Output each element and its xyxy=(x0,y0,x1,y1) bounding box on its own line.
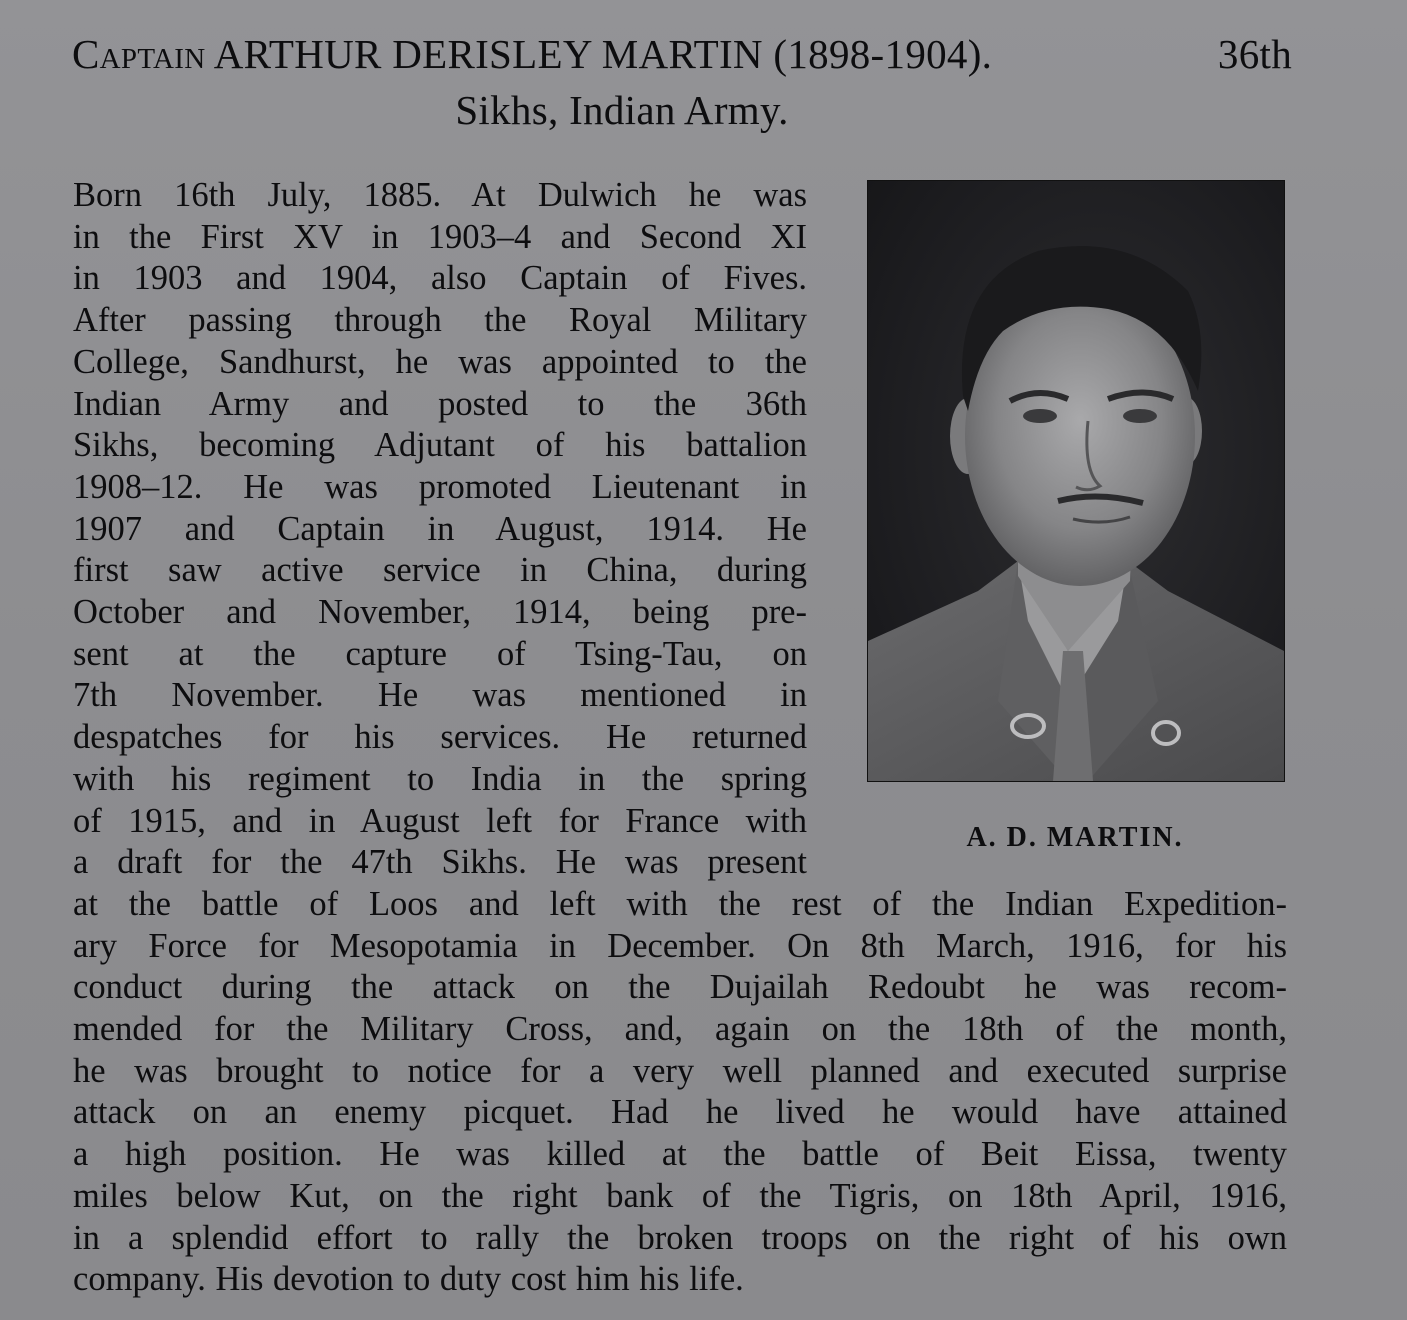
body-line: 7th November. He was mentioned in xyxy=(73,676,807,715)
portrait-caption: A. D. MARTIN. xyxy=(966,822,1184,853)
body-line: October and November, 1914, being pre- xyxy=(73,593,807,632)
body-line: of 1915, and in August left for France with xyxy=(73,801,807,840)
body-line: in a splendid effort to rally the broken troops on the right of his own xyxy=(73,1218,1287,1257)
body-line: Born 16th July, 1885. At Dulwich he was xyxy=(73,176,807,214)
body-line: attack on an enemy picquet. Had he lived he would have attained xyxy=(73,1093,1287,1132)
body-line: he was brought to notice for a very well planned and executed surprise xyxy=(73,1051,1287,1090)
body-line: sent at the capture of Tsing-Tau, on xyxy=(73,634,807,673)
heading-name: ARTHUR DERISLEY MARTIN xyxy=(213,31,763,77)
body-line: ary Force for Mesopotamia in December. On 8th March, 1916, for his xyxy=(73,926,1287,965)
body-line: College, Sandhurst, he was appointed to the xyxy=(73,342,807,381)
heading-line-1 xyxy=(72,26,1292,82)
body-line: After passing through the Royal Military xyxy=(73,301,807,340)
portrait-illustration xyxy=(868,181,1284,781)
body-line: conduct during the attack on the Dujailah Redoubt he was recom- xyxy=(73,968,1287,1007)
body-line: a high position. He was killed at the battle of Beit Eissa, twenty xyxy=(73,1135,1287,1174)
body-line: at the battle of Loos and left with the rest of the Indian Expedition- xyxy=(73,884,1287,923)
portrait-photo xyxy=(867,180,1285,782)
heading-name-group xyxy=(72,26,992,82)
body-line: miles below Kut, on the right bank of the Tigris, on 18th April, 1916, xyxy=(73,1176,1287,1215)
body-line: in 1903 and 1904, also Captain of Fives. xyxy=(73,259,807,298)
body-line: Sikhs, becoming Adjutant of his battalion xyxy=(73,426,807,465)
body-line: company. His devotion to duty cost him his life. xyxy=(73,1260,744,1299)
body-line: first saw active service in China, during xyxy=(73,551,807,590)
body-line: with his regiment to India in the spring xyxy=(73,759,807,798)
heading-rank: Captain xyxy=(72,31,206,77)
heading-regiment-a: 36th xyxy=(1217,31,1292,77)
heading-regiment-b: Sikhs, Indian Army. xyxy=(455,87,789,133)
body-line: despatches for his services. He returned xyxy=(73,718,807,757)
body-line: 1908–12. He was promoted Lieutenant in xyxy=(73,467,807,506)
body-line: 1907 and Captain in August, 1914. He xyxy=(73,509,807,548)
body-line: a draft for the 47th Sikhs. He was present xyxy=(73,843,807,882)
body-line: Indian Army and posted to the 36th xyxy=(73,384,807,423)
body-line: mended for the Military Cross, and, again on the 18th of the month, xyxy=(73,1010,1287,1049)
body-line: in the First XV in 1903–4 and Second XI xyxy=(73,217,807,256)
entry-heading xyxy=(72,26,1292,138)
heading-dates: (1898-1904). xyxy=(773,31,993,77)
